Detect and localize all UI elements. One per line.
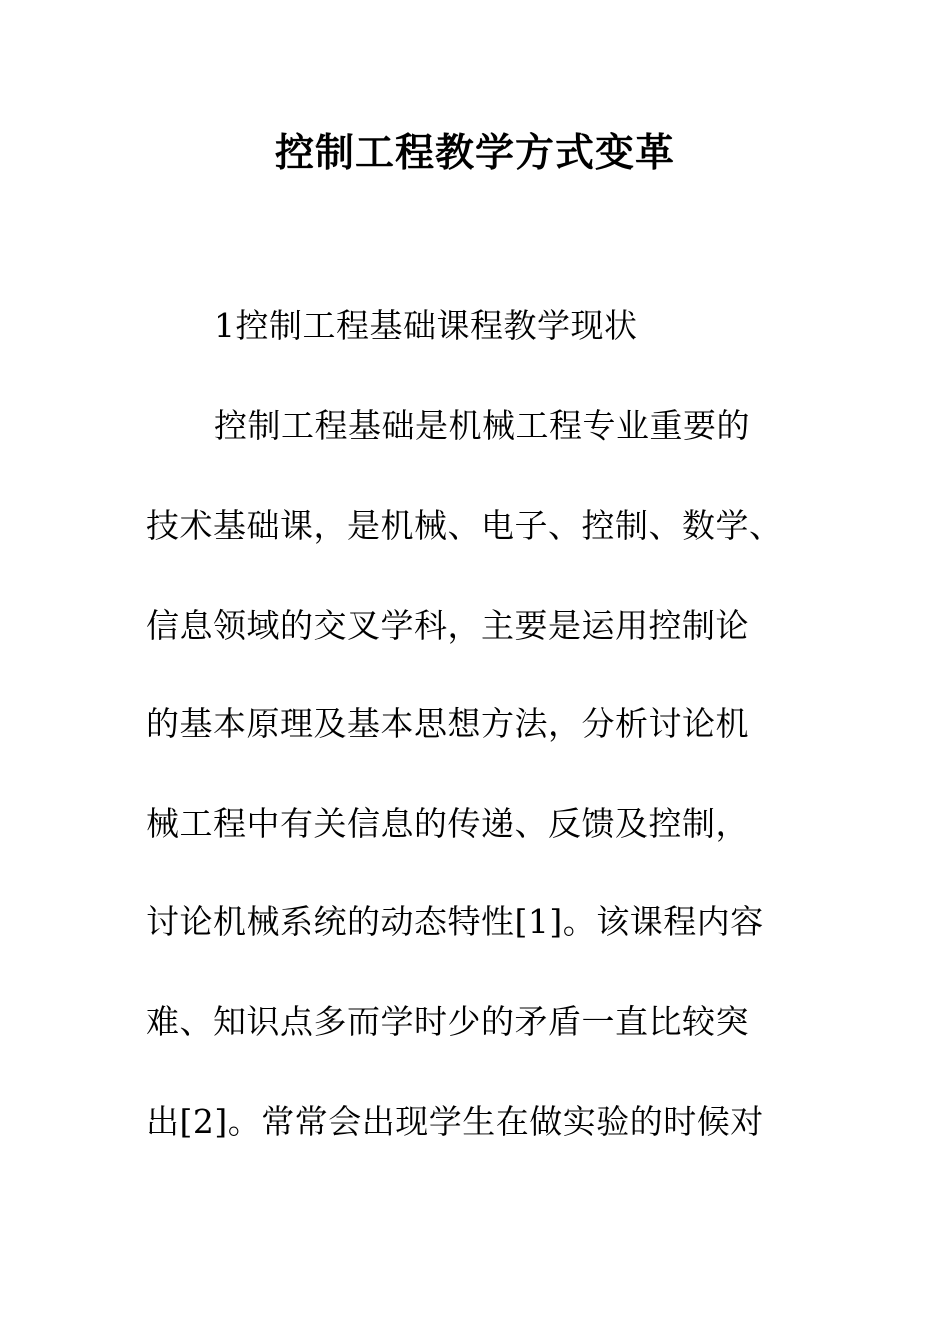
section-heading: 1控制工程基础课程教学现状 <box>214 306 638 345</box>
paragraph-line: 械工程中有关信息的传递、反馈及控制， <box>146 804 749 843</box>
paragraph-line: 出[2]。常常会出现学生在做实验的时候对 <box>146 1102 764 1141</box>
paragraph-line: 技术基础课，是机械、电子、控制、数学、 <box>146 506 783 545</box>
paragraph-line: 难、知识点多而学时少的矛盾一直比较突 <box>146 1002 749 1041</box>
paragraph-line: 的基本原理及基本思想方法，分析讨论机 <box>146 704 749 743</box>
paragraph-line: 讨论机械系统的动态特性[1]。该课程内容 <box>146 902 764 941</box>
paragraph-line: 控制工程基础是机械工程专业重要的 <box>214 406 750 445</box>
paragraph-line: 信息领域的交叉学科，主要是运用控制论 <box>146 606 749 645</box>
document-title: 控制工程教学方式变革 <box>274 131 675 176</box>
